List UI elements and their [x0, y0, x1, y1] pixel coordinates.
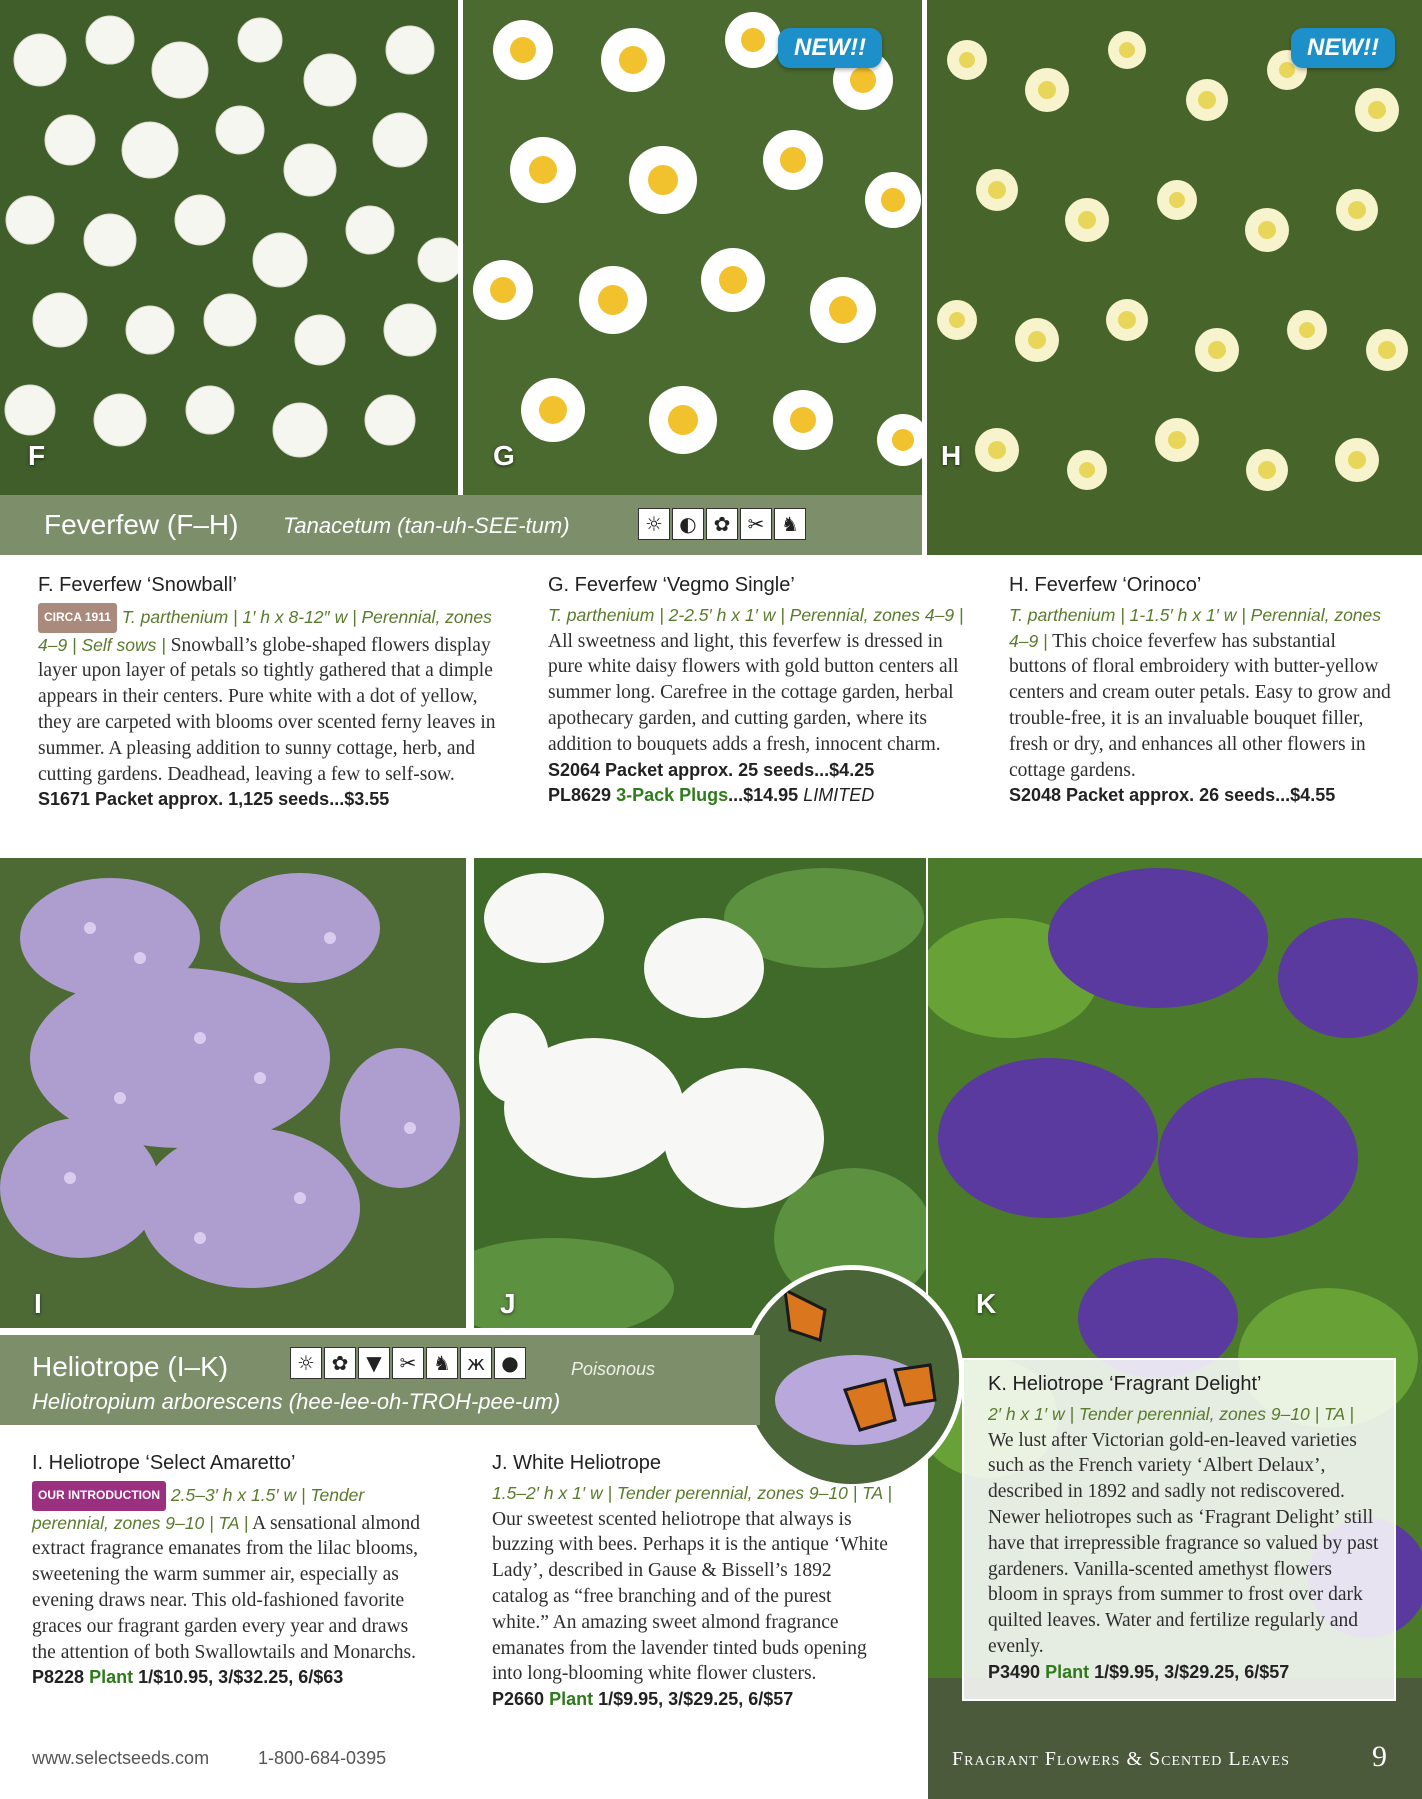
order-code: P3490 [988, 1661, 1041, 1682]
order-price: 1/$10.95, 3/$32.25, 6/$63 [138, 1667, 344, 1688]
photo-art-j [474, 858, 926, 1328]
photo-letter-i: I [34, 1288, 42, 1319]
scissors-icon: ✂ [740, 508, 772, 540]
entry-heliotrope-fragrant-delight [988, 1372, 1380, 1686]
order-code: P2660 [492, 1689, 545, 1710]
flower-icon: ✿ [324, 1347, 356, 1379]
feverfew-latin-name: Tanacetum (tan-uh-SEE-tum) [283, 513, 570, 538]
entry-description: Our sweetest scented heliotrope that always is buzzing with bees. Perhaps it is the antique ‘White Lady’, described in Gause & Bissell’s 1892 catalog as “free branching and of the purest white.” An amazing sweet almond fragrance emanates from the lavender tinted buds opening into long-blooming white flower clusters. [492, 1508, 888, 1685]
photo-art-h [927, 0, 1422, 555]
photo-art-g [463, 0, 922, 495]
flower-icon: ✿ [706, 508, 738, 540]
feverfew-section-title: Feverfew (F–H) [44, 509, 239, 540]
photo-art-f [0, 0, 458, 495]
feverfew-section-band [0, 495, 922, 555]
order-type: 3-Pack Plugs [616, 785, 729, 806]
footer-phone: 1-800-684-0395 [258, 1748, 387, 1768]
order-price: ...$14.95 [728, 785, 799, 806]
order-type: Plant [549, 1689, 594, 1710]
order-line[interactable] [32, 1665, 432, 1691]
photo-letter-g: G [493, 440, 515, 471]
entry-feverfew-vegmo [548, 573, 968, 809]
our-introduction-badge: OUR INTRODUCTION [32, 1481, 166, 1511]
entry-spec: T. parthenium | 2-2.5′ h x 1′ w | Perennial, zones 4–9 | [548, 604, 964, 625]
entry-spec: T. parthenium | 1-1.5′ h x 1′ w | Perennial, zones 4–9 | [1009, 604, 1382, 651]
order-line[interactable] [492, 1687, 892, 1713]
circa-badge: CIRCA 1911 [38, 603, 117, 633]
photo-feverfew-vegmo [463, 0, 922, 495]
photo-letter-f: F [28, 440, 46, 471]
entry-title: I. Heliotrope ‘Select Amaretto’ [32, 1452, 296, 1474]
entry-spec: 1.5–2′ h x 1′ w | Tender perennial, zones 9–10 | TA | [492, 1482, 892, 1503]
bee-icon: ● [494, 1347, 526, 1379]
entry-feverfew-snowball [38, 573, 498, 813]
order-line[interactable]: S1671 Packet approx. 1,125 seeds...$3.55 [38, 789, 390, 810]
order-line[interactable]: S2064 Packet approx. 25 seeds...$4.25 [548, 759, 875, 780]
heliotrope-latin-name: Heliotropium arborescens (hee-lee-oh-TROH-pee-um) [32, 1389, 561, 1414]
footer-website[interactable]: www.selectseeds.com [32, 1748, 210, 1768]
new-badge-h: NEW!! [1291, 28, 1395, 68]
entry-spec: 2′ h x 1′ w | Tender perennial, zones 9–10 | TA | [988, 1403, 1354, 1424]
entry-title: F. Feverfew ‘Snowball’ [38, 574, 237, 596]
photo-feverfew-snowball [0, 0, 458, 495]
entry-description: All sweetness and light, this feverfew is dressed in pure white daisy flowers with gold button centers all summer long. Carefree in the cottage garden, herbal apothecary garden, and cutting garden, where its addition to bouquets adds a fresh, innocent charm. [548, 630, 959, 755]
footer-section-name: Fragrant Flowers & Scented Leaves [952, 1748, 1290, 1770]
photo-letter-k: K [976, 1288, 997, 1319]
entry-description: Snowball’s globe-shaped flowers display layer upon layer of petals so tightly gathered that a dimple appears in their centers. Pure white with a dot of yellow, they are carpeted with blooms over scented ferny leaves in summer. A pleasing addition to sunny cottage, herb, and cutting gardens. Deadhead, leaving a few to self-sow. [38, 634, 496, 785]
order-type: Plant [1045, 1661, 1090, 1682]
order-line-plugs[interactable] [548, 783, 968, 809]
entry-white-heliotrope [492, 1451, 892, 1713]
entry-feverfew-orinoco [1009, 573, 1394, 809]
entry-title: G. Feverfew ‘Vegmo Single’ [548, 574, 795, 596]
entry-title: K. Heliotrope ‘Fragrant Delight’ [988, 1373, 1262, 1395]
poisonous-label: Poisonous [571, 1359, 656, 1379]
photo-feverfew-orinoco [927, 0, 1422, 555]
photo-letter-h: H [941, 440, 962, 471]
order-code: PL8629 [548, 785, 612, 806]
new-badge-g: NEW!! [778, 28, 882, 68]
sun-icon: ☼ [290, 1347, 322, 1379]
entry-description: We lust after Victorian gold-en-leaved varieties such as the French variety ‘Albert Delaux’, described in 1892 and sadly not rediscovered. Newer heliotropes such as ‘Fragrant Delight’ still have that irrepressible fragrance so valued by past gardeners. Vanilla-scented amethyst flowers bloom in sprays from summer to frost over dark quilted leaves. Water and fertilize regularly and evenly. [988, 1429, 1379, 1657]
page-number: 9 [1372, 1740, 1387, 1773]
pot-icon: ▼ [358, 1347, 390, 1379]
butterfly-icon: ж [460, 1347, 492, 1379]
order-line[interactable]: S2048 Packet approx. 26 seeds...$4.55 [1009, 785, 1336, 806]
order-note: LIMITED [803, 785, 875, 806]
entry-description: A sensational almond extract fragrance emanates from the lilac blooms, sweetening the warm summer air, especially as evening draws near. This old-fashioned favorite graces our fragrant garden every year and draws the attention of both Swallowtails and Monarchs. [32, 1512, 421, 1663]
feverfew-icon-row [638, 508, 806, 540]
heliotrope-section-band [0, 1335, 760, 1425]
sun-icon: ☼ [638, 508, 670, 540]
order-price: 1/$9.95, 3/$29.25, 6/$57 [598, 1689, 794, 1710]
deer-icon: ♞ [774, 508, 806, 540]
photo-heliotrope-amaretto [0, 858, 466, 1328]
part-shade-icon: ◐ [672, 508, 704, 540]
heliotrope-icon-row [290, 1347, 526, 1379]
entry-spec: T. parthenium | 1′ h x 8-12″ w | Perennial, zones 4–9 | Self sows | [38, 606, 492, 655]
entry-title: J. White Heliotrope [492, 1452, 661, 1474]
entry-heliotrope-amaretto [32, 1451, 432, 1691]
entry-spec: 2.5–3′ h x 1.5′ w | Tender perennial, zones 9–10 | TA | [32, 1484, 365, 1533]
order-line[interactable] [988, 1660, 1380, 1686]
scissors-icon: ✂ [392, 1347, 424, 1379]
order-price: 1/$9.95, 3/$29.25, 6/$57 [1094, 1661, 1290, 1682]
entry-title: H. Feverfew ‘Orinoco’ [1009, 574, 1202, 596]
deer-icon: ♞ [426, 1347, 458, 1379]
order-code: P8228 [32, 1667, 85, 1688]
photo-white-heliotrope [474, 858, 926, 1328]
photo-letter-j: J [500, 1288, 516, 1319]
entry-description: This choice feverfew has substantial buttons of floral embroidery with butter-yellow centers and cream outer petals. Easy to grow and trouble-free, it is an invaluable bouquet filler, fresh or dry, and enhances all other flowers in cottage gardens. [1009, 630, 1391, 781]
photo-art-i [0, 858, 466, 1328]
order-type: Plant [89, 1667, 134, 1688]
heliotrope-section-title: Heliotrope (I–K) [32, 1351, 229, 1382]
